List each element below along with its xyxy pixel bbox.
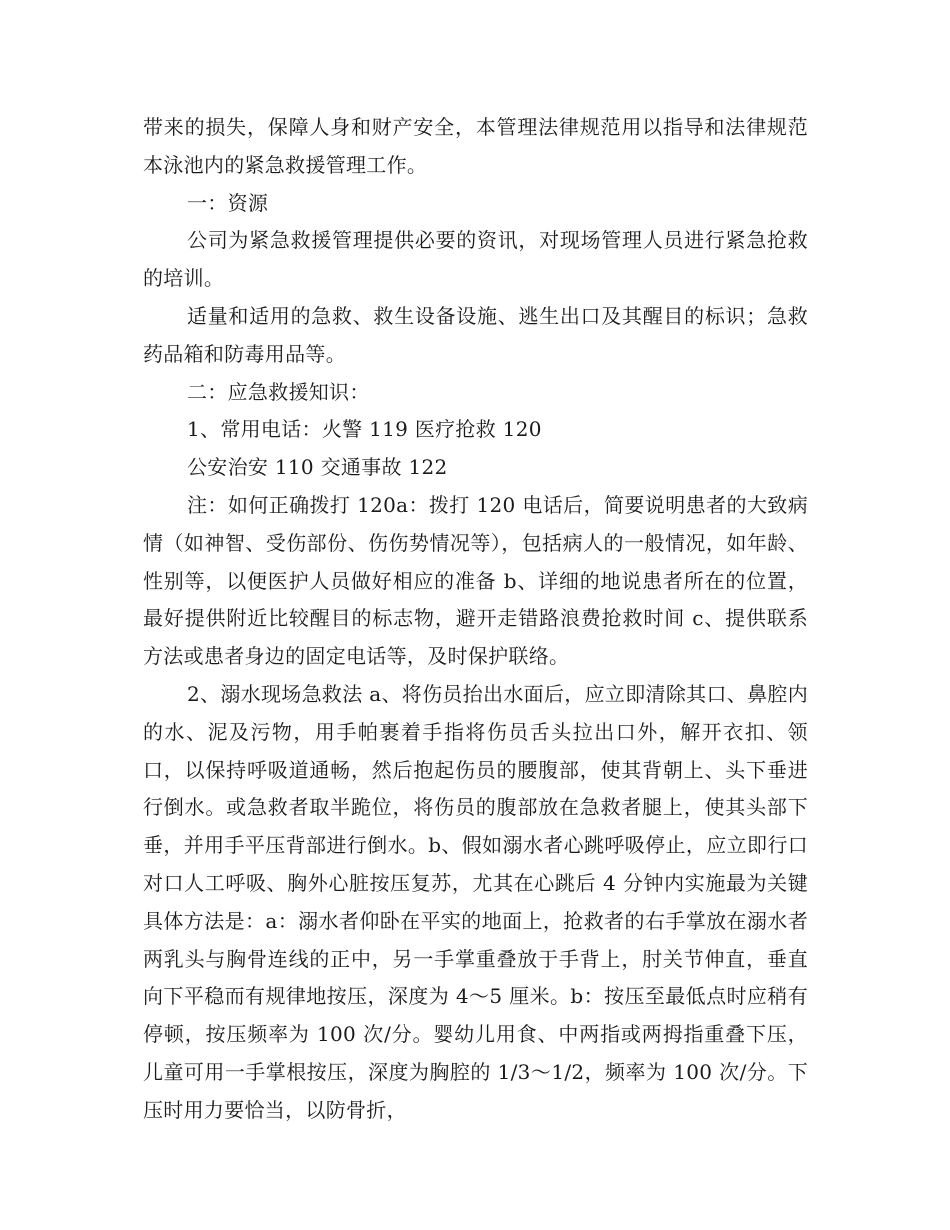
paragraph-company-training: 公司为紧急救援管理提供必要的资讯，对现场管理人员进行紧急抢救的培训。: [143, 228, 808, 291]
paragraph-how-to-call-120: 注：如何正确拨打 120a：拨打 120 电话后，简要说明患者的大致病情（如神智、受伤部份、伤伤势情况等），包括病人的一般情况，如年龄、性别等，以便医护人员做好相应的准备 b、详细的地说患者所在的位置，最好提供附近比较醒目的标志物，避开走错路浪费抢救时间 c、提供联系方法或患者身边的固定电话等，及时保护联络。: [143, 492, 808, 669]
section-heading-emergency-knowledge: 二：应急救援知识：: [187, 379, 370, 404]
paragraph-common-phones: 1、常用电话：火警 119 医疗抢救 120: [187, 417, 542, 442]
document-body: [143, 109, 808, 1130]
paragraph-drowning-first-aid: 2、溺水现场急救法 a、将伤员抬出水面后，应立即清除其口、鼻腔内的水、泥及污物，用手帕裹着手指将伤员舌头拉出口外，解开衣扣、领口，以保持呼吸道通畅，然后抱起伤员的腰腹部，使其背朝上、头下垂进行倒水。或急救者取半跪位，将伤员的腹部放在急救者腿上，使其头部下垂，并用手平压背部进行倒水。b、假如溺水者心跳呼吸停止，应立即行口对口人工呼吸、胸外心脏按压复苏，尤其在心跳后 4 分钟内实施最为关键具体方法是：a：溺水者仰卧在平实的地面上，抢救者的右手掌放在溺水者两乳头与胸骨连线的正中，另一手掌重叠放于手背上，肘关节伸直，垂直向下平稳而有规律地按压，深度为 4～5 厘米。b：按压至最低点时应稍有停顿，按压频率为 100 次/分。婴幼儿用食、中两指或两拇指重叠下压，儿童可用一手掌根按压，深度为胸腔的 1/3～1/2，频率为 100 次/分。下压时用力要恰当，以防骨折，: [143, 681, 808, 1122]
paragraph-intro-continuation: 带来的损失，保障人身和财产安全，本管理法律规范用以指导和法律规范本泳池内的紧急救援管理工作。: [143, 115, 808, 177]
paragraph-police-traffic-phones: 公安治安 110 交通事故 122: [187, 455, 448, 480]
paragraph-equipment: 适量和适用的急救、救生设备设施、逃生出口及其醒目的标识；急救药品箱和防毒用品等。: [143, 303, 808, 366]
section-heading-resources: 一：资源: [187, 190, 269, 215]
